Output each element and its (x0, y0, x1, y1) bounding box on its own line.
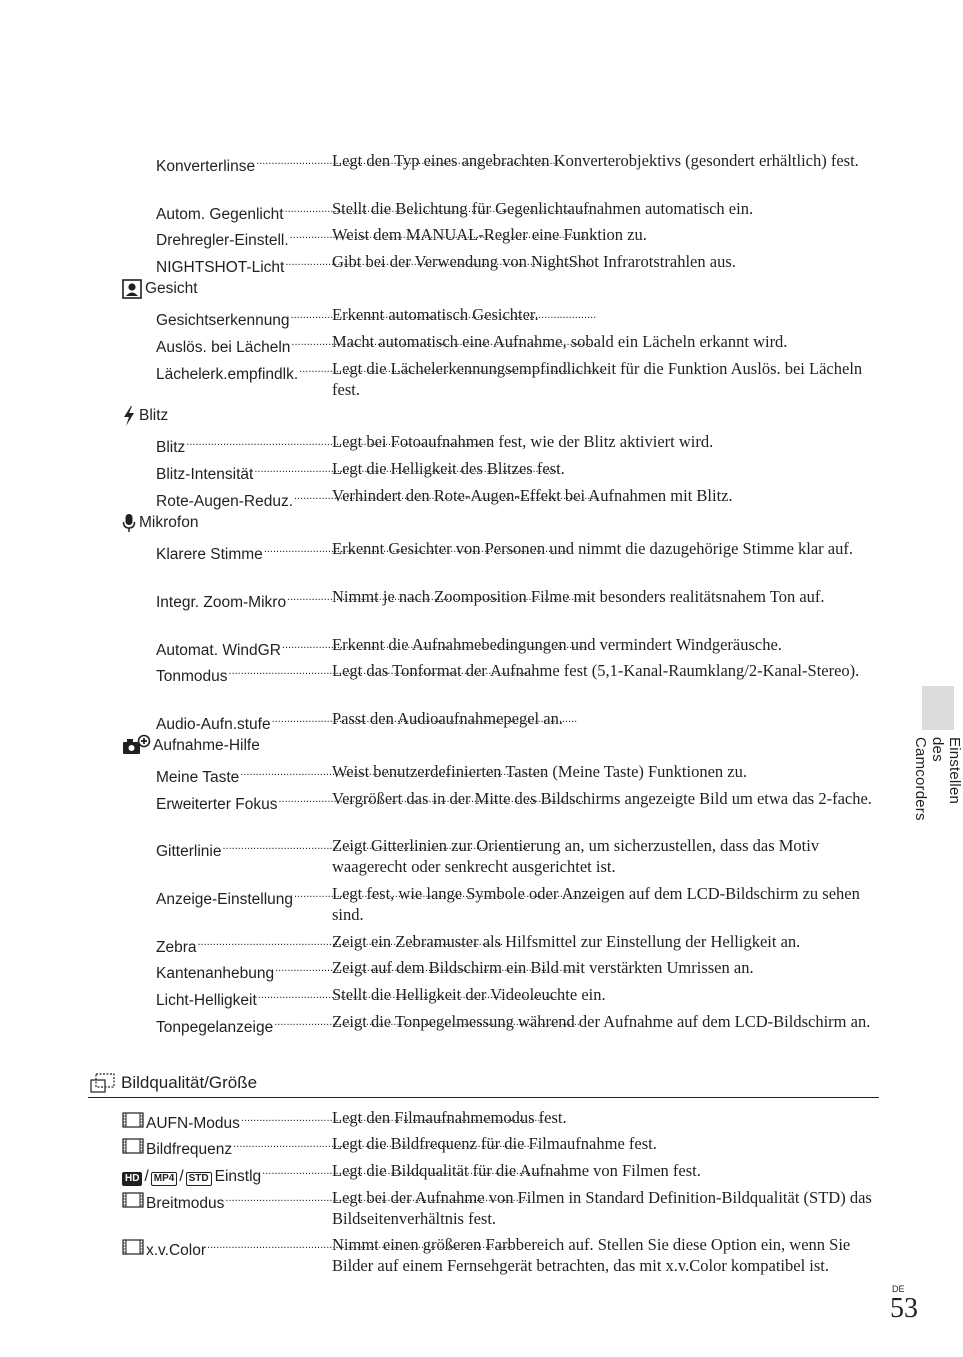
category-blitz (122, 405, 168, 426)
category-mikrofon (122, 512, 198, 533)
description: Zeigt auf dem Bildschirm ein Bild mit verstärkten Umrissen an. (332, 958, 754, 977)
term: Drehregler-Einstell. ..... (156, 224, 330, 251)
category-label: Blitz (139, 407, 169, 424)
term: Tonmodus ..... (156, 660, 330, 687)
description: Erkennt Gesichter von Personen und nimmt die dazugehörige Stimme klar auf. (332, 539, 853, 558)
description: Zeigt die Tonpegelmessung während der Aufnahme auf dem LCD-Bildschirm an. (332, 1012, 871, 1031)
term: Licht-Helligkeit ..... (156, 984, 330, 1011)
description: Legt bei Fotoaufnahmen fest, wie der Blitz aktiviert wird. (332, 432, 714, 451)
section-divider (88, 1097, 879, 1098)
category-label: Mikrofon (139, 514, 199, 531)
term: Audio-Aufn.stufe ..... (156, 708, 330, 735)
description: Macht automatisch eine Aufnahme, sobald ein Lächeln erkannt wird. (332, 332, 788, 351)
description: Weist dem MANUAL-Regler eine Funktion zu. (332, 225, 647, 244)
section-title (90, 1071, 257, 1095)
flash-icon (122, 406, 136, 426)
description: Passt den Audioaufnahmepegel an. (332, 709, 563, 728)
mp4-badge-icon: MP4 (151, 1172, 178, 1186)
description: Gibt bei der Verwendung von NightShot Infrarotstrahlen aus. (332, 252, 736, 271)
term: Automat. WindGR ..... (156, 634, 330, 661)
description: Zeigt Gitterlinien zur Orientierung an, um sicherzustellen, dass das Motiv waagerecht oder senkrecht ausgerichtet ist. (332, 836, 820, 876)
microphone-icon (122, 513, 136, 533)
camera-assist-icon (122, 734, 150, 756)
chapter-tab (922, 686, 954, 730)
description: Legt die Lächelerkennungsempfindlichkeit für die Funktion Auslös. bei Lächeln fest. (332, 359, 863, 399)
description: Stellt die Belichtung für Gegenlichtaufnahmen automatisch ein. (332, 199, 754, 218)
movie-icon (122, 1112, 144, 1128)
section-title-text: Bildqualität/Größe (121, 1073, 258, 1092)
description: Nimmt einen größeren Farbbereich auf. Stellen Sie diese Option ein, wenn Sie Bilder auf einem Fernsehgerät betrachten, das mit x.v.Color kompatibel ist. (332, 1235, 851, 1275)
term: Zebra ..... (156, 931, 330, 958)
term: Erweiterter Fokus ..... (156, 788, 330, 815)
movie-icon (122, 1239, 144, 1255)
description: Legt fest, wie lange Symbole oder Anzeigen auf dem LCD-Bildschirm zu sehen sind. (332, 884, 860, 924)
description: Legt den Filmaufnahmemodus fest. (332, 1108, 567, 1127)
description: Nimmt je nach Zoomposition Filme mit besonders realitätsnahem Ton auf. (332, 587, 825, 606)
hd-badge-icon: HD (122, 1172, 142, 1186)
term: Breitmodus ..... (122, 1187, 330, 1214)
description: Erkennt die Aufnahmebedingungen und vermindert Windgeräusche. (332, 635, 782, 654)
term: Autom. Gegenlicht ..... (156, 198, 330, 225)
term: Klarere Stimme ..... (156, 538, 330, 565)
chapter-label: Einstellen des Camcorders (912, 737, 963, 821)
term: Gesichtserkennung ..... (156, 304, 330, 331)
term: Rote-Augen-Reduz. ..... (156, 485, 330, 512)
description: Erkennt automatisch Gesichter. (332, 305, 539, 324)
term: Blitz-Intensität ..... (156, 458, 330, 485)
description: Weist benutzerdefinierten Tasten (Meine Taste) Funktionen zu. (332, 762, 747, 781)
movie-icon (122, 1138, 144, 1154)
term: Blitz ..... (156, 431, 330, 458)
language-code: DE (892, 1284, 905, 1294)
term: Anzeige-Einstellung ..... (156, 883, 330, 910)
page-number: 53 (890, 1293, 918, 1324)
category-gesicht (122, 278, 198, 299)
term: HD / MP4 / STD Einstlg ..... (122, 1160, 330, 1187)
term: Kantenanhebung ..... (156, 957, 330, 984)
term: x.v.Color ..... (122, 1234, 330, 1261)
description: Legt die Helligkeit des Blitzes fest. (332, 459, 565, 478)
term: Tonpegelanzeige ..... (156, 1011, 330, 1038)
description: Zeigt ein Zebramuster als Hilfsmittel zur Einstellung der Helligkeit an. (332, 932, 801, 951)
category-label: Gesicht (145, 280, 198, 297)
description: Legt das Tonformat der Aufnahme fest (5,1-Kanal-Raumklang/2-Kanal-Stereo). (332, 661, 860, 680)
term: Meine Taste ..... (156, 761, 330, 788)
description: Legt bei der Aufnahme von Filmen in Standard Definition-Bildqualität (STD) das Bildseitenverhältnis fest. (332, 1188, 872, 1228)
category-label: Aufnahme-Hilfe (153, 736, 260, 754)
face-icon (122, 279, 142, 299)
description: Legt die Bildfrequenz für die Filmaufnahme fest. (332, 1134, 657, 1153)
std-badge-icon: STD (186, 1172, 212, 1186)
term: Konverterlinse ..... (156, 150, 330, 177)
term: Bildfrequenz ..... (122, 1133, 330, 1160)
movie-icon (122, 1192, 144, 1208)
term: Auslös. bei Lächeln ..... (156, 331, 330, 358)
term: AUFN-Modus ..... (122, 1107, 330, 1134)
term: Gitterlinie ..... (156, 835, 330, 862)
description: Stellt die Helligkeit der Videoleuchte ein. (332, 985, 606, 1004)
description: Legt die Bildqualität für die Aufnahme von Filmen fest. (332, 1161, 701, 1180)
description: Legt den Typ eines angebrachten Konverterobjektivs (gesondert erhältlich) fest. (332, 151, 859, 170)
image-size-icon (90, 1073, 116, 1093)
description: Verhindert den Rote-Augen-Effekt bei Aufnahmen mit Blitz. (332, 486, 733, 505)
term: Integr. Zoom-Mikro ..... (156, 586, 330, 613)
description: Vergrößert das in der Mitte des Bildschirms angezeigte Bild um etwa das 2-fache. (332, 789, 872, 808)
term: NIGHTSHOT-Licht ..... (156, 251, 330, 278)
term: Lächelerk.empfindlk. ..... (156, 358, 330, 385)
category-aufnahme-hilfe (122, 734, 260, 756)
